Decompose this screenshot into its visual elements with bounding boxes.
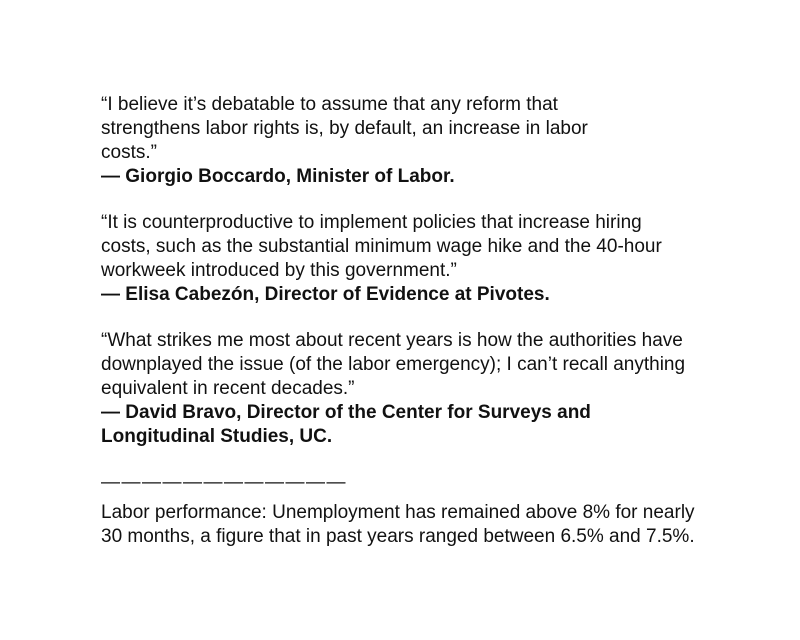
quote-attribution: — David Bravo, Director of the Center for Surveys and Longitudinal Studies, UC. [101, 402, 591, 447]
quote-block-bravo [101, 329, 701, 449]
quote-text: “I believe it’s debatable to assume that any reform that strengthens labor rights is, by default, an increase in labor costs.” [101, 94, 588, 163]
document-body [101, 93, 701, 549]
quote-text: “What strikes me most about recent years is how the authorities have downplayed the issue (of the labor emergency); I can’t recall anything equivalent in recent decades.” [101, 330, 686, 399]
quote-attribution: — Elisa Cabezón, Director of Evidence at Pivotes. [101, 284, 550, 305]
quote-text: “It is counterproductive to implement policies that increase hiring costs, such as the substantial minimum wage hike and the 40-hour workweek introduced by this government.” [101, 212, 662, 281]
quote-attribution: — Giorgio Boccardo, Minister of Labor. [101, 166, 455, 187]
quote-block-boccardo [101, 93, 701, 189]
quote-block-cabezon [101, 211, 701, 307]
labor-performance-note: Labor performance: Unemployment has remained above 8% for nearly 30 months, a figure that in past years ranged between 6.5% and 7.5%. [101, 502, 695, 547]
section-separator: ———————————— [101, 472, 347, 493]
